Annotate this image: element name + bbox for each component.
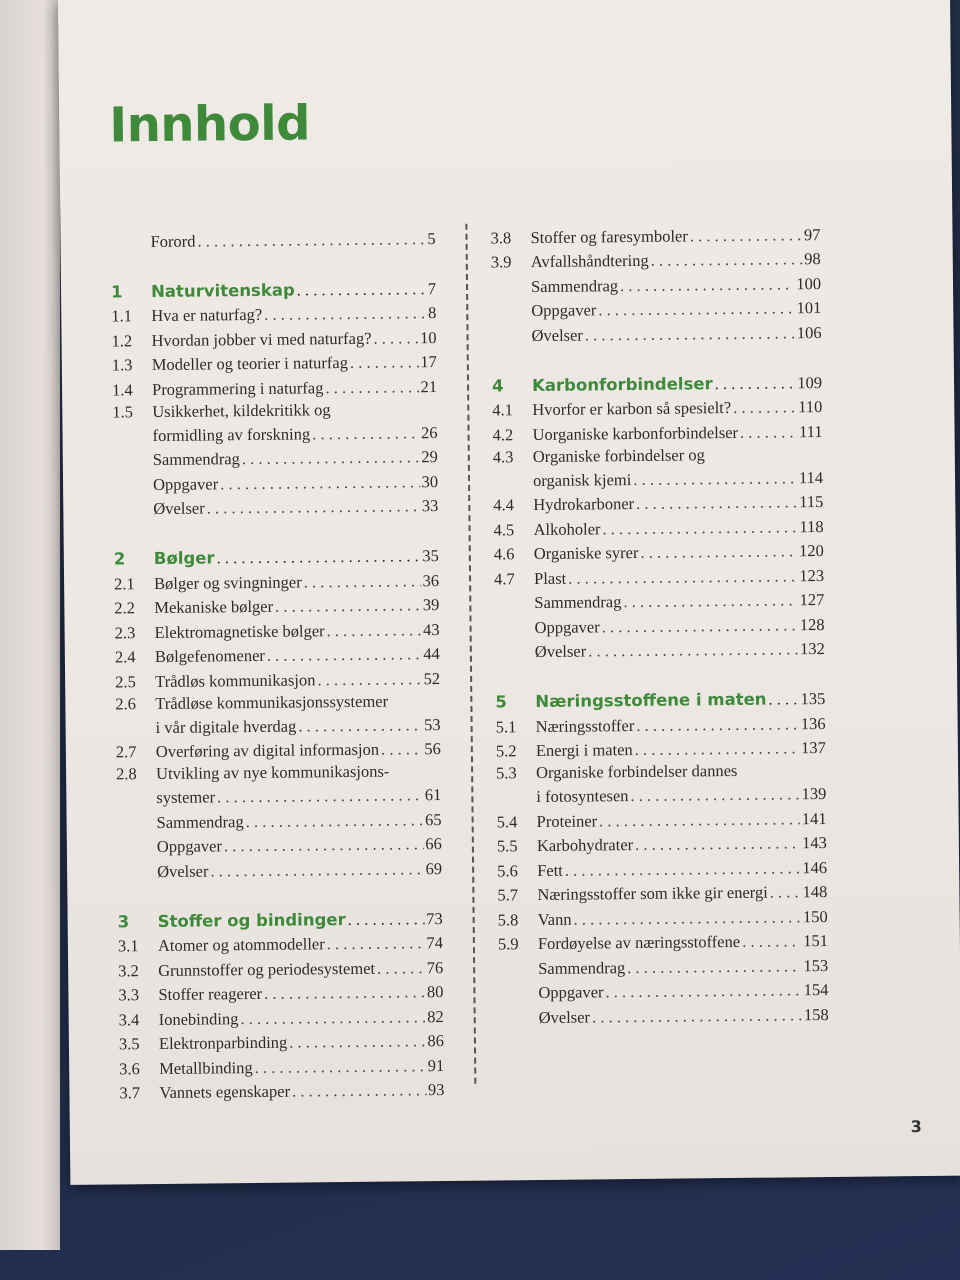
toc-entry-number: 4.7 (493, 568, 515, 588)
leader-dots (350, 352, 419, 373)
leader-dots (602, 517, 797, 539)
toc-entry-title: Oppgaver (534, 616, 600, 637)
toc-entry-title: Uorganiske karbonforbindelser (532, 422, 739, 444)
toc-entry-page: 80 (426, 982, 444, 1002)
leader-dots (220, 472, 420, 494)
toc-entry-number: 3.5 (118, 1034, 140, 1054)
leader-dots (224, 834, 424, 856)
toc-entry (493, 488, 823, 516)
leader-dots (381, 739, 423, 759)
toc-entry-page: 53 (424, 714, 441, 734)
toc-entry-title: Sammendrag (152, 449, 240, 470)
toc-entry-line (115, 711, 440, 738)
toc-entry-number: 2.3 (114, 622, 136, 642)
toc-entry-page: 114 (798, 467, 824, 487)
leader-dots (317, 669, 421, 690)
leader-dots (598, 298, 794, 320)
leader-dots (635, 833, 800, 855)
toc-entry-title: Stoffer og faresymboler (530, 225, 688, 247)
toc-entry-number: 5.1 (495, 716, 517, 736)
toc-entry-title: Trådløse kommunikasjonssystemer (155, 691, 389, 713)
toc-entry-title: Sammendrag (530, 275, 619, 296)
book-page (58, 0, 960, 1185)
toc-entry (495, 635, 825, 663)
toc-entry-page: 98 (804, 249, 821, 269)
toc-entry-page: 136 (800, 713, 826, 733)
toc-entry (119, 1051, 444, 1079)
leader-dots (636, 492, 797, 514)
toc-entry (493, 442, 823, 491)
toc-left-column (110, 224, 444, 1103)
toc-entry-title: Avfallshåndtering (530, 250, 649, 272)
toc-entry-title: Sammendrag (534, 592, 622, 613)
toc-entry-page: 123 (799, 565, 825, 585)
toc-entry-number: 3.2 (118, 960, 139, 980)
toc-entry (491, 269, 821, 297)
toc-chapter-title: Karbonforbindelser (531, 373, 713, 395)
toc-entry-number: 4.2 (492, 424, 514, 444)
toc-entry-number: 1.1 (111, 306, 133, 326)
toc-entry-page: 82 (427, 1006, 444, 1026)
toc-entry-title: Usikkerhet, kildekritikk og (152, 399, 331, 421)
leader-dots (325, 377, 418, 398)
leader-dots (210, 859, 423, 881)
toc-entry (119, 1076, 444, 1104)
toc-entry-title: Organiske forbindelser dannes (536, 760, 738, 783)
toc-entry (118, 978, 443, 1006)
toc-chapter (111, 263, 436, 302)
toc-entry-number: 1.3 (111, 355, 133, 375)
toc-entry (492, 393, 822, 421)
toc-entry (493, 512, 823, 540)
leader-dots (636, 714, 799, 736)
toc-entry (118, 929, 443, 957)
toc-entry-number: 2.2 (114, 598, 136, 618)
toc-entry-page: 65 (424, 809, 442, 829)
leader-dots (599, 809, 800, 831)
toc-entry-number: 4.4 (493, 495, 515, 515)
toc-chapter-number: 3 (117, 911, 130, 931)
toc-entry-title: Metallbinding (159, 1057, 253, 1078)
leader-dots (620, 274, 794, 296)
leader-dots (715, 373, 796, 394)
toc-entry (119, 1027, 444, 1055)
leader-dots (264, 982, 425, 1004)
leader-dots (246, 810, 424, 832)
leader-dots (217, 785, 423, 807)
leader-dots (602, 615, 798, 637)
toc-entry-title: Hvorfor er karbon så spesielt? (532, 397, 732, 420)
toc-entry-title: Oppgaver (538, 982, 604, 1003)
column-divider (465, 224, 476, 1084)
toc-entry (113, 467, 438, 495)
toc-entry-page: 7 (427, 278, 437, 298)
toc-entry (494, 537, 824, 565)
toc-entry-title: Vann (537, 909, 572, 929)
leader-dots (377, 958, 425, 978)
toc-entry-title-continued: systemer (156, 787, 216, 808)
leader-dots (312, 423, 419, 444)
leader-dots (770, 882, 801, 902)
leader-dots (373, 328, 418, 348)
toc-entry (497, 828, 827, 856)
toc-entry-title: Næringsstoffer (535, 715, 635, 736)
toc-entry-title-continued: formidling av forskning (152, 423, 311, 445)
toc-entry-title: Forord (150, 231, 196, 251)
toc-entry-page: 151 (803, 930, 828, 951)
toc-entry-page: 35 (422, 546, 439, 566)
toc-entry (496, 758, 826, 807)
toc-entry-number: 4.5 (493, 519, 515, 539)
leader-dots (267, 644, 422, 666)
toc-entry-page: 36 (422, 570, 440, 590)
leader-dots (568, 566, 797, 588)
toc-entry-line (112, 419, 437, 446)
toc-entry-title: Oppgaver (531, 300, 597, 321)
toc-right-column (490, 220, 828, 1028)
toc-entry-number: 4.3 (492, 446, 514, 466)
toc-entry (115, 689, 440, 738)
toc-entry-page: 33 (421, 496, 439, 516)
toc-entry (118, 953, 443, 981)
toc-entry (494, 586, 824, 614)
toc-entry-page: 26 (420, 422, 438, 442)
toc-entry-title: Organiske forbindelser og (532, 444, 705, 466)
toc-entry-page: 86 (427, 1031, 445, 1051)
toc-entry-title: Energi i maten (535, 740, 633, 761)
toc-entry-number: 2.1 (114, 573, 135, 593)
toc-entry (114, 615, 439, 643)
toc-entry-page: 43 (423, 619, 440, 639)
toc-entry-page: 17 (420, 352, 437, 372)
toc-entry-number: 2.6 (115, 693, 137, 713)
toc-entry-page: 30 (421, 471, 439, 491)
leader-dots (630, 784, 799, 806)
toc-entry-title: Overføring av digital informasjon (155, 739, 380, 762)
toc-entry-page: 8 (427, 303, 437, 323)
leader-dots (292, 1080, 426, 1101)
toc-entry-number: 5.2 (495, 741, 517, 761)
toc-chapter (495, 673, 825, 712)
toc-entry (114, 591, 439, 619)
toc-entry (490, 220, 820, 248)
leader-dots (240, 1007, 425, 1029)
toc-entry-title: Atomer og atommodeller (157, 934, 325, 956)
toc-chapter-title: Naturvitenskap (150, 280, 295, 301)
toc-entry (110, 224, 435, 252)
leader-dots (216, 546, 420, 568)
toc-entry-page: 141 (801, 808, 827, 828)
toc-entry (498, 951, 828, 979)
leader-dots (327, 620, 422, 641)
leader-dots (197, 229, 425, 251)
toc-entry-title: Grunnstoffer og periodesystemet (158, 958, 376, 980)
leader-dots (264, 303, 426, 325)
toc-entry-title-continued: i vår digitale hverdag (155, 716, 297, 737)
toc-entry-title: Sammendrag (156, 811, 244, 832)
toc-chapter-title: Næringsstoffene i maten (535, 689, 767, 712)
toc-entry-page: 21 (420, 376, 438, 396)
toc-entry (494, 561, 824, 589)
leader-dots (605, 980, 801, 1002)
toc-entry-line (493, 464, 823, 491)
toc-entry-number: 3.1 (117, 936, 139, 956)
toc-entry-page: 127 (799, 590, 825, 610)
toc-entry-title: Mekaniske bølger (154, 596, 274, 618)
toc-entry-number: 2.7 (115, 742, 137, 762)
toc-entry-title: Utvikling av nye kommunikasjons- (156, 761, 390, 784)
toc-entry (116, 759, 441, 808)
toc-entry (115, 640, 440, 668)
toc-entry-page: 76 (426, 957, 444, 977)
toc-entry-page: 52 (423, 668, 441, 688)
toc-entry (498, 902, 828, 930)
toc-entry (491, 245, 821, 273)
toc-entry-page: 154 (803, 979, 829, 1000)
toc-entry-title: Fett (537, 860, 563, 880)
toc-entry-number: 1.4 (111, 379, 133, 399)
leader-dots (742, 931, 801, 952)
toc-entry-title: Proteiner (536, 810, 598, 831)
toc-entry (112, 397, 437, 446)
toc-entry-title: Bølger og svingninger (154, 571, 302, 593)
toc-entry-page: 132 (799, 639, 825, 659)
toc-entry-number: 2.5 (115, 671, 136, 691)
toc-entry-title: Bølgefenomener (154, 645, 265, 667)
toc-entry-title: Stoffer reagerer (158, 983, 263, 1005)
toc-entry (496, 804, 826, 832)
toc-entry-title: Organiske syrer (533, 542, 639, 564)
toc-entry-number: 5.5 (496, 836, 518, 856)
toc-chapter (117, 893, 442, 932)
toc-entry-page: 109 (797, 372, 823, 392)
toc-entry-title: Fordøyelse av næringsstoffene (537, 931, 741, 954)
toc-entry-number: 5.7 (497, 885, 519, 905)
toc-entry (498, 926, 828, 954)
toc-entry-page: 93 (427, 1080, 445, 1100)
toc-entry-number: 3.8 (490, 227, 512, 247)
toc-entry-page: 66 (425, 834, 442, 854)
leader-dots (640, 541, 797, 563)
toc-entry (491, 318, 821, 346)
toc-chapter (114, 530, 439, 569)
toc-entry-page: 135 (800, 689, 826, 709)
toc-entry-number: 1.2 (111, 330, 133, 350)
toc-entry-title: Karbohydrater (536, 835, 634, 856)
toc-entry-page: 69 (425, 858, 443, 878)
toc-entry (112, 372, 437, 400)
page-number: 3 (910, 1117, 922, 1137)
toc-entry-title: Trådløs kommunikasjon (155, 669, 316, 691)
toc-entry-title: Sammendrag (538, 957, 626, 978)
toc-entry-title: Elektronparbinding (158, 1032, 288, 1053)
toc-entry-title: Hva er naturfag? (151, 304, 263, 326)
toc-entry-title: Oppgaver (156, 836, 223, 857)
toc-entry-number: 5.4 (496, 811, 518, 831)
leader-dots (633, 468, 797, 490)
toc-entry (119, 1002, 444, 1030)
toc-entry-page: 39 (422, 595, 440, 615)
toc-entry-title: Oppgaver (152, 473, 219, 494)
leader-dots (768, 689, 798, 709)
leader-dots (298, 715, 422, 736)
toc-entry-page: 101 (796, 298, 822, 318)
leader-dots (255, 1056, 426, 1078)
toc-entry (499, 1000, 829, 1028)
toc-chapter-number: 5 (495, 692, 507, 712)
toc-entry-title: Næringsstoffer som ikke gir energi (537, 882, 768, 905)
leader-dots (327, 933, 425, 954)
leader-dots (304, 571, 421, 592)
toc-entry-title: Øvelser (534, 641, 587, 662)
toc-entry (113, 443, 438, 471)
toc-entry (494, 610, 824, 638)
toc-entry-title: Modeller og teorier i naturfag (151, 352, 349, 375)
toc-entry-title-continued: i fotosyntesen (536, 786, 629, 807)
leader-dots (635, 738, 800, 760)
leader-dots (588, 639, 798, 661)
previous-page-edge (0, 0, 60, 1250)
page-heading: Innhold (109, 95, 311, 154)
leader-dots (651, 249, 803, 271)
leader-dots (297, 279, 426, 300)
toc-chapter (492, 357, 822, 396)
toc-entry-page: 29 (421, 447, 438, 467)
leader-dots (207, 496, 420, 518)
leader-dots (592, 1005, 802, 1027)
toc-entry-number: 5.9 (497, 934, 519, 954)
toc-entry-page: 148 (802, 881, 828, 902)
toc-entry-page: 153 (803, 955, 829, 975)
toc-entry-page: 150 (802, 906, 828, 926)
toc-entry (497, 853, 827, 881)
toc-entry-page: 44 (423, 644, 440, 664)
toc-entry (111, 299, 436, 327)
toc-chapter-number: 4 (491, 375, 504, 395)
toc-entry-title: Ionebinding (158, 1008, 239, 1029)
toc-entry-page: 146 (802, 857, 828, 877)
toc-entry (114, 566, 439, 594)
toc-entry-page: 5 (427, 228, 436, 248)
toc-entry-page: 91 (427, 1055, 445, 1075)
toc-entry-title: Øvelser (153, 498, 205, 519)
leader-dots (289, 1031, 425, 1052)
leader-dots (623, 590, 797, 612)
toc-entry-page: 158 (803, 1004, 829, 1024)
toc-entry (495, 709, 825, 737)
toc-chapter-number: 2 (113, 549, 126, 569)
toc-entry-page: 97 (803, 224, 821, 244)
toc-entry-title: Programmering i naturfag (151, 377, 324, 399)
toc-entry-number: 2.4 (114, 647, 136, 667)
leader-dots (733, 397, 796, 418)
toc-entry-number: 3.3 (118, 985, 140, 1005)
toc-entry-page: 111 (798, 421, 823, 441)
toc-entry-number: 2.8 (116, 764, 137, 784)
toc-entry-number: 3.6 (119, 1058, 140, 1078)
toc-entry-line (116, 781, 441, 808)
toc-entry (112, 348, 437, 376)
toc-entry (116, 735, 441, 763)
toc-chapter-number: 1 (110, 281, 123, 301)
leader-dots (275, 595, 421, 617)
toc-entry-page: 10 (419, 327, 437, 347)
leader-dots (573, 907, 801, 929)
toc-entry-page: 56 (424, 739, 441, 759)
toc-chapter-title: Stoffer og bindinger (157, 909, 346, 931)
toc-entry (492, 417, 822, 445)
toc-entry-number: 3.9 (490, 252, 512, 272)
toc-entry-title: Alkoholer (533, 518, 601, 539)
toc-entry (491, 294, 821, 322)
toc-entry-page: 139 (801, 783, 827, 804)
leader-dots (242, 447, 420, 469)
leader-dots (690, 225, 802, 246)
toc-entry (111, 323, 436, 351)
leader-dots (348, 909, 425, 930)
toc-entry-page: 74 (426, 933, 443, 953)
toc-entry-number: 4.1 (492, 400, 514, 420)
toc-entry-page: 120 (798, 541, 824, 561)
toc-entry-number: 5.6 (497, 860, 518, 880)
toc-entry-line (496, 780, 826, 807)
toc-entry (117, 854, 442, 882)
toc-entry-page: 118 (799, 516, 824, 536)
toc-entry (496, 734, 826, 762)
leader-dots (585, 323, 795, 345)
toc-entry (497, 877, 827, 905)
toc-entry-title: Øvelser (538, 1006, 591, 1027)
toc-entry-title: Øvelser (157, 860, 209, 881)
toc-entry (116, 805, 441, 833)
toc-entry-title: Hydrokarboner (533, 493, 635, 515)
toc-entry-page: 61 (424, 785, 442, 805)
toc-entry-page: 110 (798, 397, 823, 417)
leader-dots (740, 422, 797, 443)
toc-entry-page: 115 (799, 492, 824, 512)
toc-entry (113, 492, 438, 520)
leader-dots (627, 956, 801, 978)
toc-chapter-title: Bølger (153, 548, 215, 569)
toc-entry (115, 664, 440, 692)
leader-dots (565, 858, 801, 880)
toc-entry-page: 100 (796, 273, 822, 293)
toc-entry-page: 106 (796, 322, 822, 342)
toc-entry (498, 975, 828, 1003)
toc-entry-number: 3.4 (118, 1009, 140, 1029)
toc-entry-page: 143 (802, 832, 827, 853)
toc-entry-number: 4.6 (493, 544, 515, 564)
toc-entry-number: 5.3 (496, 763, 517, 783)
toc-entry-title: Elektromagnetiske bølger (154, 620, 325, 642)
toc-entry-title: Hvordan jobber vi med naturfag? (151, 328, 372, 350)
toc-entry-title: Vannets egenskaper (159, 1081, 291, 1102)
toc-entry-number: 5.8 (497, 909, 519, 929)
toc-entry-title: Plast (533, 568, 567, 588)
toc-entry-number: 3.7 (119, 1083, 141, 1103)
toc-entry-title-continued: organisk kjemi (532, 469, 632, 490)
toc-entry (117, 830, 442, 858)
toc-entry-page: 137 (801, 738, 826, 758)
toc-entry-number: 1.5 (112, 401, 134, 421)
toc-entry-page: 128 (799, 614, 825, 634)
toc-entry-title: Øvelser (531, 325, 583, 345)
toc-entry-page: 73 (426, 908, 443, 928)
